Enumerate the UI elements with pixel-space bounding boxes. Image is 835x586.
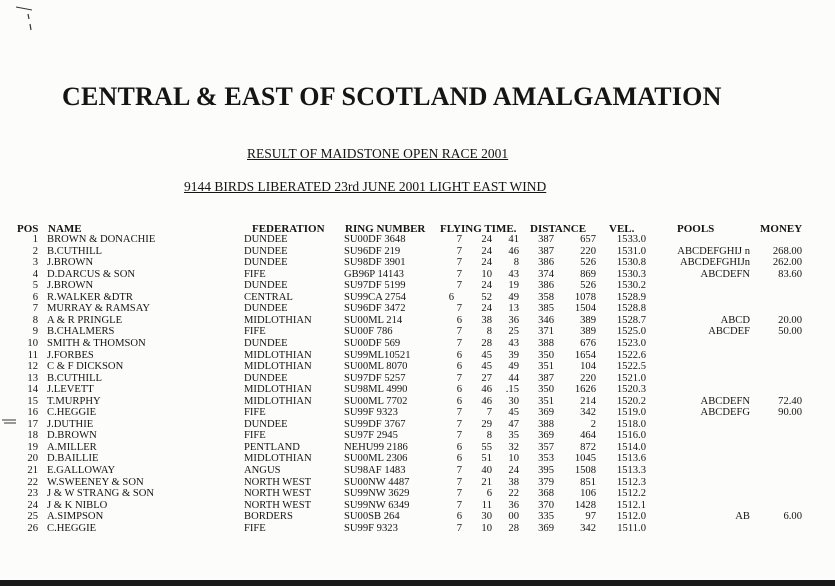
cell-time-hours: 6 (456, 361, 462, 373)
cell-name: J & K NIBLO (47, 499, 108, 511)
cell-pos: 25 (27, 511, 38, 523)
cell-time-minutes: 27 (481, 372, 492, 384)
cell-ring-number: SU97DF 5199 (344, 280, 406, 292)
cell-pools: ABCDEF (708, 326, 750, 338)
cell-distance-yards: 872 (580, 441, 596, 453)
cell-name: E.GALLOWAY (47, 465, 116, 476)
cell-time-seconds: 49 (508, 291, 519, 303)
cell-time-minutes: 46 (481, 395, 492, 407)
cell-federation: MIDLOTHIAN (244, 453, 312, 465)
cell-pools: ABCDEFGHIJn (679, 257, 750, 269)
cell-pos: 17 (27, 418, 38, 430)
cell-time-minutes: 6 (486, 488, 492, 500)
cell-time-minutes: 45 (481, 361, 492, 373)
cell-distance-miles: 350 (538, 384, 554, 396)
cell-distance-yards: 389 (580, 326, 596, 338)
cell-pos: 22 (27, 476, 38, 488)
cell-distance-miles: 388 (538, 418, 554, 430)
cell-ring-number: SU00F 786 (344, 326, 393, 338)
col-header-distance: DISTANCE (530, 223, 587, 235)
cell-pos: 20 (27, 453, 38, 465)
cell-distance-yards: 1508 (574, 465, 596, 476)
cell-distance-miles: 369 (538, 522, 554, 534)
cell-time-seconds: 49 (508, 361, 519, 373)
cell-name: J.BROWN (47, 257, 94, 269)
cell-federation: MIDLOTHIAN (244, 314, 312, 326)
cell-money: 50.00 (778, 326, 802, 338)
cell-time-hours: 7 (456, 499, 462, 511)
cell-pos: 10 (27, 337, 38, 349)
cell-name: A & R PRINGLE (47, 314, 123, 326)
liberation-line: 9144 BIRDS LIBERATED 23rd JUNE 2001 LIGHT EAST WIND (184, 179, 547, 194)
cell-federation: MIDLOTHIAN (244, 384, 312, 396)
cell-distance-yards: 104 (580, 361, 596, 373)
cell-money: 6.00 (783, 511, 802, 523)
cell-name: D.DARCUS & SON (47, 268, 136, 280)
cell-name: MURRAY & RAMSAY (47, 303, 151, 315)
cell-time-minutes: 28 (481, 337, 492, 349)
cell-name: B.CHALMERS (47, 326, 115, 338)
cell-pos: 26 (27, 522, 38, 534)
col-header-federation: FEDERATION (252, 223, 325, 235)
cell-time-seconds: 45 (508, 407, 519, 419)
cell-velocity: 1528.9 (616, 291, 646, 303)
cell-federation: NORTH WEST (244, 499, 312, 511)
cell-velocity: 1511.0 (617, 522, 646, 534)
cell-time-minutes: 24 (481, 245, 492, 257)
cell-time-hours: 6 (456, 511, 462, 523)
cell-distance-yards: 1428 (574, 499, 596, 511)
cell-distance-yards: 214 (580, 395, 596, 407)
cell-pools: AB (735, 511, 750, 523)
cell-federation: NORTH WEST (244, 488, 312, 500)
cell-distance-yards: 526 (580, 280, 596, 292)
cell-velocity: 1516.0 (616, 430, 646, 442)
cell-time-hours: 7 (456, 465, 462, 476)
cell-federation: FIFE (244, 268, 266, 280)
cell-ring-number: SU99DF 3767 (344, 418, 406, 430)
cell-money: 83.60 (778, 268, 802, 280)
cell-time-hours: 7 (456, 337, 462, 349)
col-header-ring-number: RING NUMBER (345, 223, 426, 235)
cell-name: J & W STRANG & SON (47, 488, 155, 500)
cell-velocity: 1530.2 (616, 280, 646, 292)
cell-distance-yards: 106 (580, 488, 596, 500)
cell-ring-number: SU00SB 264 (344, 511, 400, 523)
cell-time-seconds: 13 (508, 303, 519, 315)
col-header-flying-time: FLYING TIME. (440, 223, 517, 235)
cell-velocity: 1518.0 (616, 418, 646, 430)
cell-distance-miles: 371 (538, 326, 554, 338)
cell-pos: 7 (32, 303, 38, 315)
cell-distance-yards: 97 (585, 511, 596, 523)
cell-time-minutes: 8 (486, 326, 492, 338)
cell-time-minutes: 11 (481, 499, 492, 511)
cell-distance-miles: 353 (538, 453, 554, 465)
cell-velocity: 1533.0 (616, 234, 646, 245)
cell-ring-number: SU99NW 3629 (344, 488, 410, 500)
cell-distance-yards: 1626 (574, 384, 596, 396)
cell-ring-number: SU00ML 214 (344, 314, 403, 326)
cell-pos: 18 (27, 430, 38, 442)
cell-time-hours: 6 (456, 314, 462, 326)
cell-distance-miles: 395 (538, 465, 554, 476)
cell-distance-miles: 387 (538, 245, 554, 257)
cell-time-hours: 7 (456, 268, 462, 280)
cell-time-minutes: 7 (486, 407, 492, 419)
cell-pos: 15 (27, 395, 38, 407)
cell-distance-yards: 220 (580, 372, 596, 384)
cell-ring-number: NEHU99 2186 (344, 441, 408, 453)
cell-money: 72.40 (778, 395, 802, 407)
cell-distance-miles: 335 (538, 511, 554, 523)
cell-name: J.BROWN (47, 280, 94, 292)
col-header-pos: POS (17, 223, 39, 235)
cell-federation: CENTRAL (244, 291, 293, 303)
cell-name: B.CUTHILL (47, 245, 103, 257)
cell-time-seconds: 10 (508, 453, 519, 465)
cell-distance-yards: 464 (580, 430, 596, 442)
cell-velocity: 1523.0 (616, 337, 646, 349)
cell-ring-number: SU96DF 219 (344, 245, 401, 257)
cell-federation: ANGUS (244, 465, 281, 476)
cell-money: 262.00 (772, 257, 802, 269)
cell-pos: 13 (27, 372, 38, 384)
cell-time-hours: 7 (456, 476, 462, 488)
cell-time-minutes: 40 (481, 465, 492, 476)
cell-distance-yards: 1504 (574, 303, 596, 315)
cell-ring-number: SU98DF 3901 (344, 257, 406, 269)
cell-distance-yards: 851 (580, 476, 596, 488)
cell-velocity: 1528.7 (616, 314, 646, 326)
bottom-edge (0, 580, 835, 586)
cell-name: C.HEGGIE (47, 522, 97, 534)
cell-ring-number: SU00DF 3648 (344, 234, 406, 245)
cell-pos: 6 (32, 291, 38, 303)
cell-federation: DUNDEE (244, 337, 288, 349)
cell-time-hours: 7 (456, 280, 462, 292)
race-subtitle: RESULT OF MAIDSTONE OPEN RACE 2001 (247, 146, 509, 161)
cell-pos: 8 (32, 314, 38, 326)
cell-time-hours: 6 (456, 349, 462, 361)
cell-velocity: 1514.0 (616, 441, 646, 453)
margin-mark-icon (2, 417, 20, 427)
cell-name: B.CUTHILL (47, 372, 103, 384)
cell-federation: MIDLOTHIAN (244, 349, 312, 361)
cell-time-day: 6 (448, 291, 454, 303)
cell-pos: 9 (32, 326, 38, 338)
cell-federation: DUNDEE (244, 372, 288, 384)
cell-time-seconds: 43 (508, 268, 519, 280)
cell-name: SMITH & THOMSON (47, 337, 146, 349)
cell-distance-miles: 368 (538, 488, 554, 500)
cell-distance-yards: 657 (580, 234, 596, 245)
cell-pos: 14 (27, 384, 38, 396)
cell-time-minutes: 24 (481, 280, 492, 292)
cell-time-minutes: 10 (481, 268, 492, 280)
cell-federation: MIDLOTHIAN (244, 361, 312, 373)
cell-time-seconds: 36 (508, 314, 519, 326)
cell-ring-number: SU00ML 8070 (344, 361, 408, 373)
cell-time-hours: 7 (456, 522, 462, 534)
cell-distance-yards: 342 (580, 522, 596, 534)
cell-pos: 21 (27, 465, 38, 476)
cell-time-hours: 7 (456, 303, 462, 315)
cell-distance-miles: 388 (538, 337, 554, 349)
cell-money: 90.00 (778, 407, 802, 419)
cell-time-seconds: 30 (508, 395, 519, 407)
cell-time-minutes: 21 (481, 476, 492, 488)
scan-mark-icon (14, 4, 44, 34)
cell-federation: BORDERS (244, 511, 293, 523)
cell-distance-yards: 676 (580, 337, 596, 349)
cell-name: A.SIMPSON (47, 511, 104, 523)
cell-ring-number: SU00ML 2306 (344, 453, 408, 465)
cell-time-hours: 7 (456, 407, 462, 419)
cell-velocity: 1530.3 (616, 268, 646, 280)
cell-time-seconds: .15 (505, 384, 519, 396)
cell-distance-miles: 379 (538, 476, 554, 488)
cell-distance-miles: 357 (538, 441, 554, 453)
cell-federation: NORTH WEST (244, 476, 312, 488)
cell-velocity: 1521.0 (616, 372, 646, 384)
cell-distance-miles: 370 (538, 499, 554, 511)
cell-ring-number: GB96P 14143 (344, 268, 404, 280)
cell-name: D.BROWN (47, 430, 97, 442)
cell-federation: FIFE (244, 430, 266, 442)
cell-distance-miles: 385 (538, 303, 554, 315)
cell-time-minutes: 8 (486, 430, 492, 442)
cell-time-minutes: 30 (481, 511, 492, 523)
cell-time-hours: 7 (456, 418, 462, 430)
cell-distance-yards: 1078 (574, 291, 596, 303)
cell-time-hours: 6 (456, 395, 462, 407)
cell-time-hours: 7 (456, 257, 462, 269)
cell-time-hours: 7 (456, 372, 462, 384)
cell-time-minutes: 29 (481, 418, 492, 430)
cell-federation: FIFE (244, 326, 266, 338)
cell-time-seconds: 28 (508, 522, 519, 534)
cell-time-seconds: 41 (508, 234, 519, 245)
cell-time-hours: 6 (456, 441, 462, 453)
cell-pos: 23 (27, 488, 38, 500)
cell-pos: 2 (32, 245, 38, 257)
cell-name: J.FORBES (47, 349, 94, 361)
cell-ring-number: SU99ML10521 (344, 349, 411, 361)
cell-ring-number: SU98ML 4990 (344, 384, 408, 396)
col-header-name: NAME (48, 223, 82, 235)
cell-distance-yards: 526 (580, 257, 596, 269)
cell-ring-number: SU00NW 4487 (344, 476, 410, 488)
cell-distance-miles: 351 (538, 395, 554, 407)
col-header-money: MONEY (760, 223, 803, 235)
cell-federation: DUNDEE (244, 280, 288, 292)
cell-ring-number: SU96DF 3472 (344, 303, 406, 315)
cell-ring-number: SU99F 9323 (344, 407, 398, 419)
cell-money: 20.00 (778, 314, 802, 326)
cell-velocity: 1512.1 (616, 499, 646, 511)
cell-distance-miles: 386 (538, 280, 554, 292)
cell-name: C.HEGGIE (47, 407, 97, 419)
cell-time-minutes: 24 (481, 257, 492, 269)
cell-time-hours: 6 (456, 453, 462, 465)
cell-time-hours: 7 (456, 326, 462, 338)
cell-time-minutes: 45 (481, 349, 492, 361)
cell-velocity: 1513.6 (616, 453, 646, 465)
cell-time-seconds: 25 (508, 326, 519, 338)
cell-pools: ABCDEFN (700, 268, 750, 280)
document-title: CENTRAL & EAST OF SCOTLAND AMALGAMATION (62, 82, 722, 111)
cell-name: T.MURPHY (47, 395, 101, 407)
cell-pools: ABCDEFGHIJ n (677, 245, 750, 257)
cell-velocity: 1520.3 (616, 384, 646, 396)
cell-pos: 1 (32, 234, 38, 245)
cell-time-seconds: 44 (508, 372, 519, 384)
cell-pos: 19 (27, 441, 38, 453)
cell-time-minutes: 10 (481, 522, 492, 534)
cell-ring-number: SU99F 9323 (344, 522, 398, 534)
col-header-pools: POOLS (677, 223, 715, 235)
cell-time-minutes: 46 (481, 384, 492, 396)
cell-federation: FIFE (244, 522, 266, 534)
cell-time-minutes: 52 (481, 291, 492, 303)
cell-time-seconds: 47 (508, 418, 519, 430)
cell-velocity: 1513.3 (616, 465, 646, 476)
cell-name: R.WALKER &DTR (47, 291, 133, 303)
cell-pos: 12 (27, 361, 38, 373)
cell-distance-miles: 351 (538, 361, 554, 373)
cell-velocity: 1525.0 (616, 326, 646, 338)
cell-time-seconds: 19 (508, 280, 519, 292)
cell-distance-miles: 346 (538, 314, 554, 326)
cell-federation: DUNDEE (244, 234, 288, 245)
cell-ring-number: SU99NW 6349 (344, 499, 410, 511)
cell-pools: ABCD (720, 314, 750, 326)
cell-distance-yards: 1045 (574, 453, 596, 465)
cell-velocity: 1512.2 (616, 488, 646, 500)
cell-time-seconds: 32 (508, 441, 519, 453)
cell-time-seconds: 22 (508, 488, 519, 500)
cell-name: J.LEVETT (47, 384, 94, 396)
cell-distance-yards: 389 (580, 314, 596, 326)
cell-velocity: 1519.0 (616, 407, 646, 419)
cell-pos: 4 (32, 268, 38, 280)
cell-money: 268.00 (772, 245, 802, 257)
cell-time-minutes: 55 (481, 441, 492, 453)
cell-time-seconds: 8 (513, 257, 519, 269)
cell-velocity: 1531.0 (616, 245, 646, 257)
cell-pos: 3 (32, 257, 38, 269)
cell-federation: MIDLOTHIAN (244, 395, 312, 407)
cell-pools: ABCDEFG (700, 407, 750, 419)
cell-time-seconds: 35 (508, 430, 519, 442)
cell-pos: 24 (27, 499, 38, 511)
cell-time-hours: 6 (456, 384, 462, 396)
cell-time-hours: 7 (456, 245, 462, 257)
cell-ring-number: SU99CA 2754 (344, 291, 407, 303)
cell-pos: 5 (32, 280, 38, 292)
cell-name: BROWN & DONACHIE (47, 234, 156, 245)
cell-distance-miles: 369 (538, 430, 554, 442)
cell-time-seconds: 43 (508, 337, 519, 349)
cell-name: A.MILLER (47, 441, 97, 453)
cell-ring-number: SU98AF 1483 (344, 465, 406, 476)
cell-velocity: 1522.5 (616, 361, 646, 373)
cell-time-hours: 7 (456, 430, 462, 442)
cell-ring-number: SU00DF 569 (344, 337, 401, 349)
cell-federation: FIFE (244, 407, 266, 419)
cell-distance-yards: 342 (580, 407, 596, 419)
cell-distance-miles: 369 (538, 407, 554, 419)
cell-time-seconds: 38 (508, 476, 519, 488)
cell-velocity: 1512.0 (616, 511, 646, 523)
cell-velocity: 1520.2 (616, 395, 646, 407)
cell-ring-number: SU97F 2945 (344, 430, 398, 442)
cell-time-seconds: 36 (508, 499, 519, 511)
cell-time-seconds: 39 (508, 349, 519, 361)
cell-federation: PENTLAND (244, 441, 300, 453)
cell-velocity: 1528.8 (616, 303, 646, 315)
cell-name: C & F DICKSON (47, 361, 124, 373)
cell-distance-miles: 358 (538, 291, 554, 303)
cell-time-hours: 7 (456, 488, 462, 500)
cell-pos: 16 (27, 407, 38, 419)
cell-time-hours: 7 (456, 234, 462, 245)
cell-time-minutes: 24 (481, 234, 492, 245)
cell-name: W.SWEENEY & SON (47, 476, 144, 488)
cell-time-minutes: 24 (481, 303, 492, 315)
cell-federation: DUNDEE (244, 303, 288, 315)
cell-name: D.BAILLIE (47, 453, 99, 465)
cell-velocity: 1522.6 (616, 349, 646, 361)
cell-distance-yards: 2 (590, 418, 596, 430)
cell-pos: 11 (27, 349, 38, 361)
cell-distance-miles: 387 (538, 234, 554, 245)
cell-distance-yards: 220 (580, 245, 596, 257)
col-header-velocity: VEL. (609, 223, 635, 235)
cell-federation: DUNDEE (244, 257, 288, 269)
cell-time-minutes: 38 (481, 314, 492, 326)
cell-distance-miles: 374 (538, 268, 554, 280)
cell-distance-miles: 350 (538, 349, 554, 361)
cell-distance-yards: 1654 (574, 349, 596, 361)
cell-velocity: 1512.3 (616, 476, 646, 488)
cell-time-seconds: 46 (508, 245, 519, 257)
cell-time-seconds: 24 (508, 465, 519, 476)
cell-time-seconds: 00 (508, 511, 519, 523)
cell-pools: ABCDEFN (700, 395, 750, 407)
cell-ring-number: SU97DF 5257 (344, 372, 406, 384)
cell-distance-miles: 386 (538, 257, 554, 269)
cell-name: J.DUTHIE (47, 418, 94, 430)
cell-ring-number: SU00ML 7702 (344, 395, 408, 407)
cell-distance-yards: 869 (580, 268, 596, 280)
cell-federation: DUNDEE (244, 245, 288, 257)
cell-velocity: 1530.8 (616, 257, 646, 269)
cell-time-minutes: 51 (481, 453, 492, 465)
cell-distance-miles: 387 (538, 372, 554, 384)
cell-federation: DUNDEE (244, 418, 288, 430)
